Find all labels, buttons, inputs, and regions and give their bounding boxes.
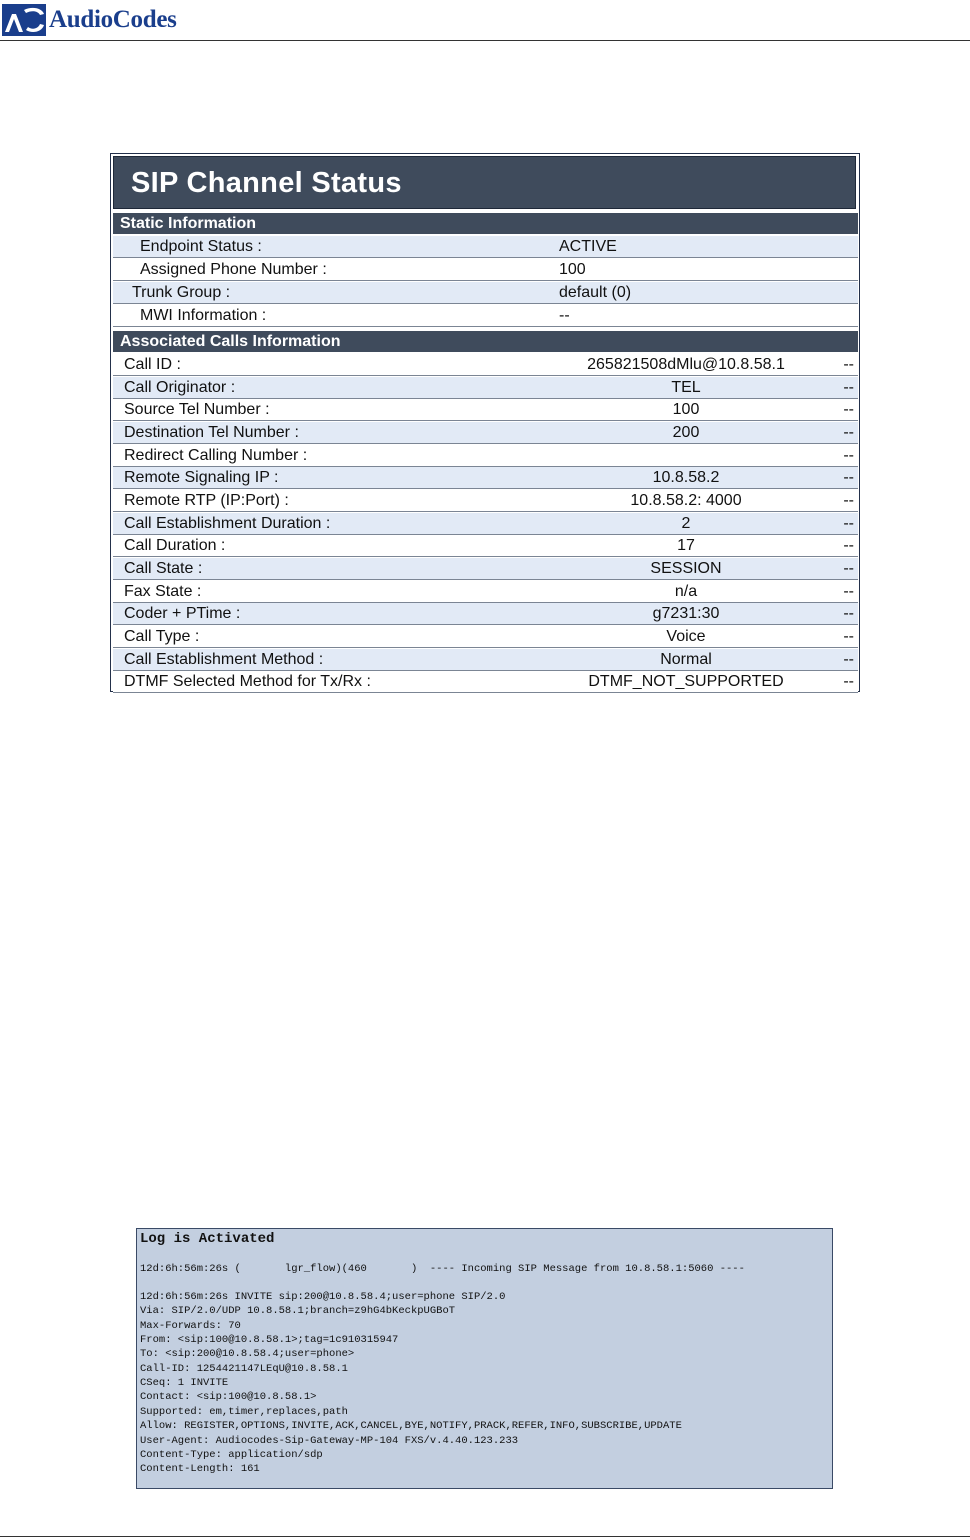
static-row-label: Assigned Phone Number : — [140, 261, 327, 278]
call-info-row — [113, 377, 858, 399]
static-row-value: ACTIVE — [559, 238, 617, 255]
call-info-value: 10.8.58.2: 4000 — [630, 492, 742, 509]
call-info-extra: -- — [843, 469, 854, 487]
call-info-label: Call Establishment Method : — [124, 650, 324, 668]
call-info-label: Call State : — [124, 560, 203, 577]
static-row-label: Endpoint Status : — [140, 238, 262, 255]
log-panel — [136, 1228, 833, 1489]
call-info-label: DTMF Selected Method for Tx/Rx : — [124, 673, 371, 691]
call-info-row — [113, 535, 858, 557]
log-line: Contact: <sip:100@10.8.58.1> — [140, 1391, 317, 1404]
call-info-label: Redirect Calling Number : — [124, 446, 308, 464]
call-info-label: Call Duration : — [124, 537, 226, 555]
log-line: 12d:6h:56m:26s ( lgr_flow)(460 ) ---- Incoming SIP Message from 10.8.58.1:5060 ---- — [140, 1263, 745, 1275]
call-info-row — [113, 626, 858, 648]
static-row-trunk-group — [113, 282, 858, 304]
page-header — [0, 0, 970, 41]
call-info-row — [113, 558, 858, 580]
call-info-value: Voice — [666, 628, 706, 645]
call-info-row — [113, 467, 858, 489]
log-title: Log is Activated — [140, 1231, 275, 1247]
call-info-row — [113, 671, 858, 693]
sip-channel-status-panel — [110, 153, 860, 692]
call-info-extra: -- — [843, 650, 854, 668]
log-line: Max-Forwards: 70 — [140, 1319, 241, 1332]
call-info-extra: -- — [843, 401, 854, 419]
call-info-label: Coder + PTime : — [124, 605, 241, 623]
call-info-value: DTMF_NOT_SUPPORTED — [588, 673, 784, 691]
call-info-value: n/a — [674, 582, 698, 600]
call-info-label: Destination Tel Number : — [124, 424, 299, 441]
call-info-extra: -- — [843, 537, 854, 555]
call-info-label: Remote Signaling IP : — [124, 469, 279, 487]
call-info-row — [113, 422, 858, 444]
call-info-extra: -- — [843, 446, 854, 464]
call-info-value: 2 — [681, 514, 691, 532]
call-info-label: Source Tel Number : — [124, 401, 270, 419]
call-info-value: 10.8.58.2 — [652, 469, 720, 487]
call-info-value: Normal — [660, 650, 712, 668]
call-info-row — [113, 603, 858, 625]
associated-calls-header: Associated Calls Information — [113, 331, 858, 352]
static-row-assigned-phone — [113, 259, 858, 281]
call-info-extra: -- — [843, 424, 854, 441]
call-info-label: Remote RTP (IP:Port) : — [124, 492, 289, 509]
call-info-row — [113, 399, 858, 421]
call-info-value: 265821508dMlu@10.8.58.1 — [587, 356, 785, 373]
log-line: Content-Type: application/sdp — [140, 1448, 323, 1461]
call-info-label: Call Type : — [124, 628, 200, 645]
log-line: CSeq: 1 INVITE — [140, 1377, 229, 1390]
audiocodes-logo — [2, 3, 177, 37]
call-info-value: 200 — [672, 424, 700, 441]
brand-name: AudioCodes — [49, 6, 177, 33]
call-info-label: Call ID : — [124, 356, 181, 373]
call-info-value: SESSION — [650, 560, 722, 577]
call-info-value: 17 — [677, 537, 695, 555]
static-info-header: Static Information — [113, 213, 858, 234]
log-line: Allow: REGISTER,OPTIONS,INVITE,ACK,CANCEL,BYE,NOTIFY,PRACK,REFER,INFO,SUBSCRIBE,UPDATE — [140, 1420, 682, 1433]
call-info-label: Fax State : — [124, 582, 202, 600]
call-info-row — [113, 490, 858, 512]
panel-title: SIP Channel Status — [131, 167, 402, 199]
log-line: To: <sip:200@10.8.58.4;user=phone> — [140, 1348, 355, 1361]
panel-title-bar — [113, 156, 856, 209]
call-info-row — [113, 354, 858, 376]
static-row-label: Trunk Group : — [132, 284, 231, 301]
static-row-value: default (0) — [559, 284, 632, 301]
call-info-extra: -- — [843, 673, 854, 691]
call-info-row — [113, 445, 858, 467]
call-info-row — [113, 581, 858, 603]
call-info-extra: -- — [843, 628, 854, 645]
static-row-value: -- — [559, 307, 570, 324]
call-info-row — [113, 513, 858, 535]
call-info-label: Call Originator : — [124, 378, 236, 396]
call-info-extra: -- — [843, 492, 854, 509]
call-info-value: 100 — [672, 401, 700, 419]
log-line: User-Agent: Audiocodes-Sip-Gateway-MP-104 FXS/v.4.40.123.233 — [140, 1434, 519, 1447]
log-line: Via: SIP/2.0/UDP 10.8.58.1;branch=z9hG4bKeckpUGBoT — [140, 1305, 456, 1318]
call-info-extra: -- — [843, 378, 854, 396]
audiocodes-logo-icon — [2, 4, 46, 36]
static-row-value: 100 — [559, 261, 586, 278]
log-line: Supported: em,timer,replaces,path — [140, 1405, 348, 1418]
log-line: Call-ID: 1254421147LEqU@10.8.58.1 — [140, 1362, 348, 1375]
call-info-row — [113, 649, 858, 671]
static-row-label: MWI Information : — [140, 307, 267, 324]
call-info-extra: -- — [843, 514, 854, 532]
call-info-extra: -- — [843, 582, 854, 600]
log-line: Content-Length: 161 — [140, 1463, 260, 1476]
log-line: 12d:6h:56m:26s INVITE sip:200@10.8.58.4;user=phone SIP/2.0 — [140, 1291, 506, 1303]
call-info-extra: -- — [843, 605, 854, 623]
log-line: From: <sip:100@10.8.58.1>;tag=1c910315947 — [140, 1334, 399, 1347]
call-info-value: g7231:30 — [652, 605, 720, 623]
call-info-label: Call Establishment Duration : — [124, 514, 331, 532]
static-row-endpoint-status — [113, 236, 858, 258]
call-info-extra: -- — [843, 356, 854, 373]
footer-rule — [0, 1536, 970, 1537]
call-info-extra: -- — [843, 560, 854, 577]
static-row-mwi-info — [113, 305, 858, 327]
call-info-value: TEL — [671, 378, 701, 396]
